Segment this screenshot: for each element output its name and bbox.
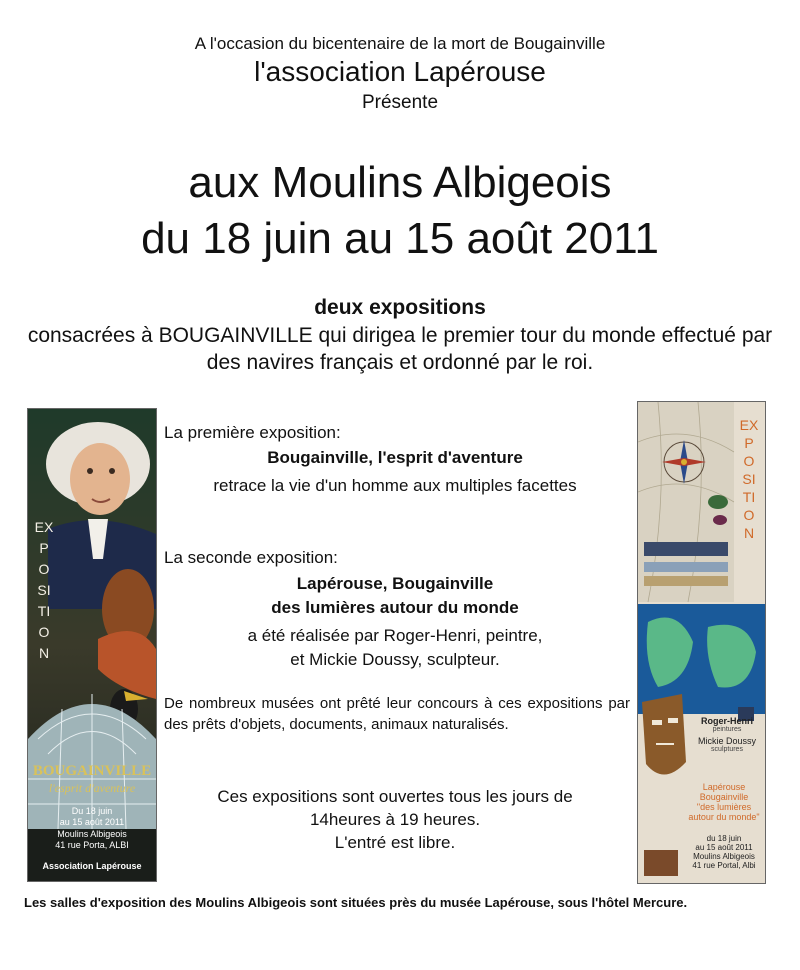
first-exhibition-label: La première exposition: [164, 423, 341, 442]
occasion-line: A l'occasion du bicentenaire de la mort de Bougainville [194, 34, 606, 53]
museums-paragraph: De nombreux musées ont prêté leur concours à ces expositions par des prêts d'objets, documents, animaux naturalisés. [164, 695, 630, 733]
second-exhibition-description [164, 624, 626, 672]
opening-line3: L'entré est libre. [334, 833, 456, 852]
exhibitions-description: consacrées à BOUGAINVILLE qui dirigea le premier tour du monde effectué par des navires français et ordonné par le roi. [27, 324, 773, 374]
poster-right-address: 41 rue Portal, Albi [692, 861, 756, 870]
second-desc-line1: a été réalisée par Roger-Henri, peintre, [247, 626, 543, 645]
poster-right-date1: du 18 juin [706, 834, 742, 843]
opening-line1: Ces expositions sont ouvertes tous les jours de [217, 787, 573, 806]
second-exhibition-label: La seconde exposition: [164, 548, 338, 567]
poster-left-name: BOUGAINVILLE [32, 763, 152, 779]
poster-right-title1: Lapérouse [702, 782, 746, 792]
poster-laperouse [637, 401, 766, 884]
poster-left-venue: Moulins Albigeois [57, 829, 127, 839]
poster-right-role2: sculptures [711, 746, 743, 753]
poster-right-role1: peintures [712, 726, 742, 733]
poster-bougainville [27, 408, 157, 882]
poster-right-vertical-text: EXPOSITION [739, 417, 759, 541]
poster-right-title4: autour du monde" [688, 812, 760, 822]
opening-line2: 14heures à 19 heures. [309, 810, 481, 829]
first-exhibition-description: retrace la vie d'un homme aux multiples facettes [213, 476, 577, 495]
venue-title: aux Moulins Albigeois [188, 158, 612, 207]
second-exhibition-title [164, 572, 626, 620]
footer-location-note: Les salles d'exposition des Moulins Albigeois sont situées près du musée Lapérouse, sous l'hôtel Mercure. [24, 895, 688, 910]
poster-right-artist2: Mickie Doussy [697, 736, 756, 746]
exhibitions-heading: deux expositions [314, 296, 486, 319]
opening-hours [164, 785, 626, 854]
association-name: l'association Lapérouse [254, 56, 546, 87]
poster-left-subtitle: l'esprit d'aventure [48, 781, 136, 795]
poster-right-date2: au 15 août 2011 [695, 843, 753, 852]
presents-line: Présente [361, 92, 439, 113]
poster-left-date2: au 15 août 2011 [59, 817, 125, 827]
poster-right-title2: Bougainville [699, 792, 749, 802]
first-exhibition-title: Bougainville, l'esprit d'aventure [267, 448, 523, 467]
second-desc-line2: et Mickie Doussy, sculpteur. [290, 650, 500, 669]
poster-left-address: 41 rue Porta, ALBI [55, 840, 129, 850]
second-title-line1: Lapérouse, Bougainville [296, 574, 494, 593]
second-title-line2: des lumières autour du monde [271, 598, 519, 617]
poster-right-venue: Moulins Albigeois [693, 852, 755, 861]
dates-title: du 18 juin au 15 août 2011 [141, 214, 659, 263]
poster-left-date1: Du 18 juin [71, 806, 113, 816]
poster-left-vertical-text: EXPOSITION [34, 519, 54, 661]
poster-right-artist1: Roger-Henri [700, 716, 753, 726]
poster-left-association: Association Lapérouse [42, 861, 142, 871]
poster-right-title3: "des lumières [696, 802, 752, 812]
